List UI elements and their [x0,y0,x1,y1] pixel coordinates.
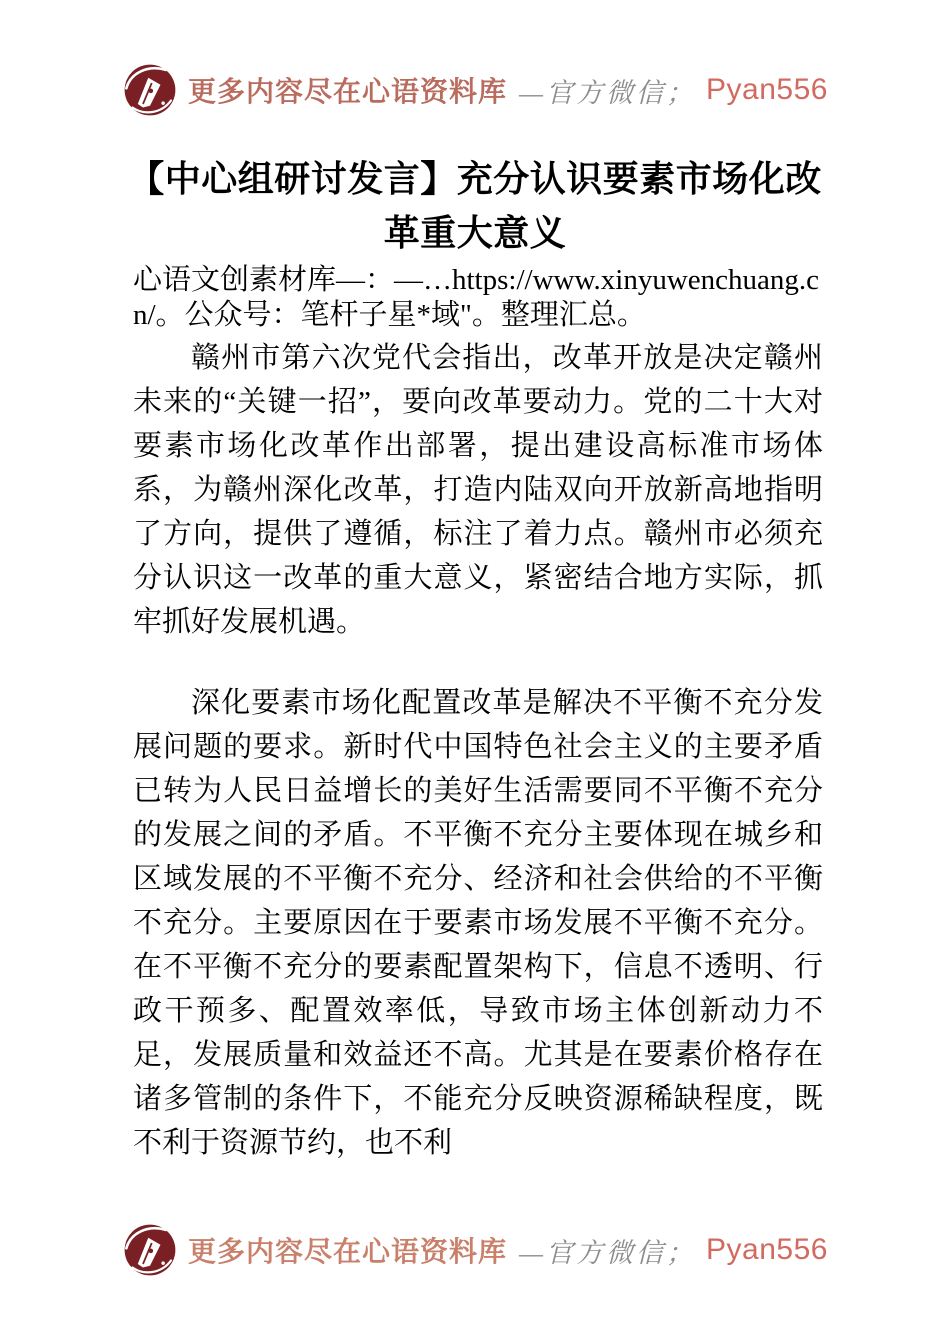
footer-wechat-id: Pyan556 [706,1233,828,1266]
footer-wechat-label: —官方微信； [519,1237,697,1268]
footer-brandbar [0,1222,950,1278]
header-brand-text: 更多内容尽在心语资料库 [188,77,508,108]
paragraph-gap [133,644,823,678]
xinyu-pen-logo-icon [122,62,178,118]
source-note: 心语文创素材库—：—…https://www.xinyuwenchuang.cn/。公众号：笔杆子星*域"。整理汇总。 [133,264,820,331]
header-brandbar [0,62,950,118]
header-wechat-id: Pyan556 [706,73,828,106]
xinyu-pen-logo-icon [122,1222,178,1278]
document-title: 【中心组研讨发言】充分认识要素市场化改革重大意义 [128,158,822,253]
paragraph-1: 赣州市第六次党代会指出，改革开放是决定赣州未来的“关键一招”，要向改革要动力。党的二十大对要素市场化改革作出部署，提出建设高标准市场体系，为赣州深化改革，打造内陆双向开放新高地指明了方向，提供了遵循，标注了着力点。赣州市必须充分认识这一改革的重大意义，紧密结合地方实际，抓牢抓好发展机遇。 [133,342,823,638]
footer-brand-text: 更多内容尽在心语资料库 [188,1237,508,1268]
document-content [133,263,823,1165]
header-wechat-label: —官方微信； [519,77,697,108]
paragraph-2: 深化要素市场化配置改革是解决不平衡不充分发展问题的要求。新时代中国特色社会主义的主要矛盾已转为人民日益增长的美好生活需要同不平衡不充分的发展之间的矛盾。不平衡不充分主要体现在城乡和区域发展的不平衡不充分、经济和社会供给的不平衡不充分。主要原因在于要素市场发展不平衡不充分。在不平衡不充分的要素配置架构下，信息不透明、行政干预多、配置效率低，导致市场主体创新动力不足，发展质量和效益还不高。尤其是在要素价格存在诸多管制的条件下，不能充分反映资源稀缺程度，既不利于资源节约，也不利 [133,687,823,1159]
